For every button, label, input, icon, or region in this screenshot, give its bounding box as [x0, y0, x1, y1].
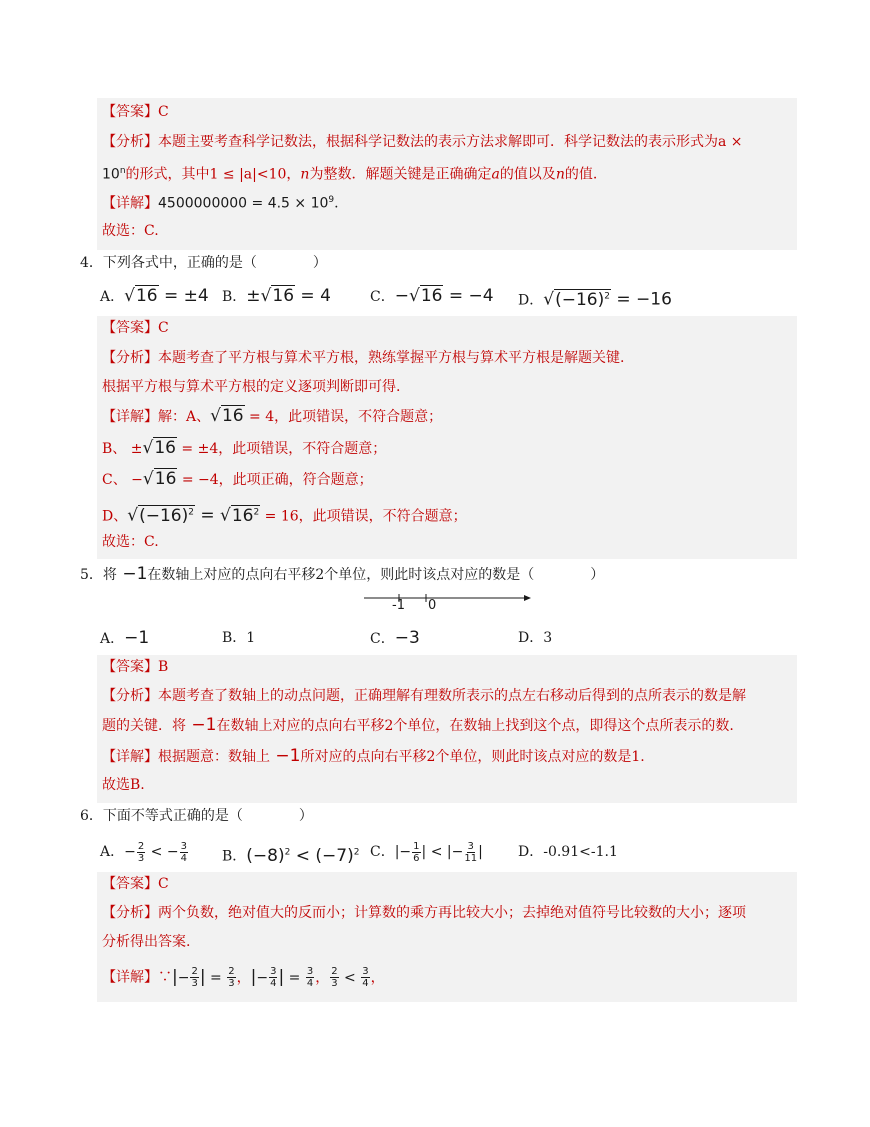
q6-detail-line: 【详解】∵|− $\frac{2}{3}$ | = $\frac{2}{3}$ ，|− $\frac{3}{4}$ | = $\frac{3}{4}$ ， $\frac{2}{3}$ < $\frac{3}{4}$ ， — [102, 966, 385, 989]
q6-option-d: D．-0.91<-1.1 — [518, 844, 618, 860]
q6-option-a: A．− $\frac{2}{3}$ < − $\frac{3}{4}$ — [100, 840, 187, 864]
q4-answer-line: 【答案】C — [102, 320, 169, 336]
q6-option-c: C．|− $\frac{1}{6}$ | < |− $\frac{3}{11}$ | — [370, 840, 483, 864]
q5-analysis-line2: 题的关键．将 −1在数轴上对应的点向右平移2个单位，在数轴上找到这个点，即得这个点所表示的数. — [102, 715, 734, 735]
q4-analysis-line2: 根据平方根与算术平方根的定义逐项判断即可得. — [102, 379, 401, 395]
q4-option-d: D．$√(-16)^2 = -16$ — [518, 289, 672, 310]
q5-answer-line: 【答案】B — [102, 659, 169, 675]
answer-value: C — [158, 104, 169, 120]
q3-choose: 故选：C. — [102, 223, 159, 239]
q5-choose: 故选B. — [102, 777, 145, 793]
q3-analysis-line1 — [102, 132, 743, 152]
q4-detail-b: B、 ±√16 = ±4，此项错误，不符合题意； — [102, 438, 387, 458]
q6-analysis-line1: 【分析】两个负数，绝对值大的反而小；计算数的乘方再比较大小；去掉绝对值符号比较数的大小；逐项 — [102, 905, 746, 921]
q3-answer-line — [102, 102, 169, 122]
analysis-text: 本题主要考查科学记数法，根据科学记数法的表示方法求解即可．科学记数法的表示形式为a × — [158, 134, 743, 150]
q5-option-a: A．−1 — [100, 628, 150, 648]
q4-choose: 故选：C. — [102, 534, 159, 550]
q6-answer-line: 【答案】C — [102, 876, 169, 892]
number-line-arrow — [524, 595, 531, 601]
q5-stem: 5．将 −1在数轴上对应的点向右平移2个单位，则此时该点对应的数是（ ） — [80, 564, 605, 584]
q4-detail-d: D、$√(-16)^2 = √16^2 = 16$，此项错误，不符合题意； — [102, 505, 467, 526]
detail-label: 【详解】 — [102, 195, 158, 212]
q5-option-d: D．3 — [518, 630, 553, 646]
q4-option-c: C．−√16 = −4 — [370, 286, 494, 306]
q4-stem: 4．下列各式中，正确的是（ ） — [80, 255, 327, 271]
number-line — [364, 594, 534, 618]
answer-label: 【答案】 — [102, 104, 158, 120]
q5-analysis-line1: 【分析】本题考查了数轴上的动点问题，正确理解有理数所表示的点左右移动后得到的点所表示的数是解 — [102, 688, 746, 704]
q4-detail-a: 【详解】解：A、√16 = 4，此项错误，不符合题意； — [102, 406, 443, 426]
q4-option-a: A．√16 = ±4 — [100, 286, 209, 306]
analysis-label: 【分析】 — [102, 134, 158, 150]
q6-stem: 6．下面不等式正确的是（ ） — [80, 808, 313, 824]
q4-detail-c: C、 −√16 = −4，此项正确，符合题意； — [102, 469, 373, 489]
q3-detail-line: 【详解】$4500000000 = 4.5 \times 10^9$. — [102, 195, 339, 212]
q4-option-b: B．±√16 = 4 — [222, 286, 331, 306]
q3-analysis-line2: 10$^n$的形式，其中1 ≤ |a|<10，n为整数．解题关键是正确确定a的值以及n的值. — [102, 166, 598, 183]
tick-label-0: 0 — [428, 598, 437, 613]
tick-label-neg1: -1 — [392, 598, 405, 613]
q4-analysis-line1: 【分析】本题考查了平方根与算术平方根，熟练掌握平方根与算术平方根是解题关键. — [102, 350, 625, 366]
q6-analysis-line2: 分析得出答案. — [102, 934, 191, 950]
q5-option-c: C．−3 — [370, 628, 420, 648]
q5-option-b: B．1 — [222, 630, 256, 646]
q5-detail-line: 【详解】根据题意：数轴上 −1所对应的点向右平移2个单位，则此时该点对应的数是1. — [102, 746, 645, 766]
q6-option-b: B．$(-8)^2 < (-7)^2$ — [222, 845, 360, 866]
